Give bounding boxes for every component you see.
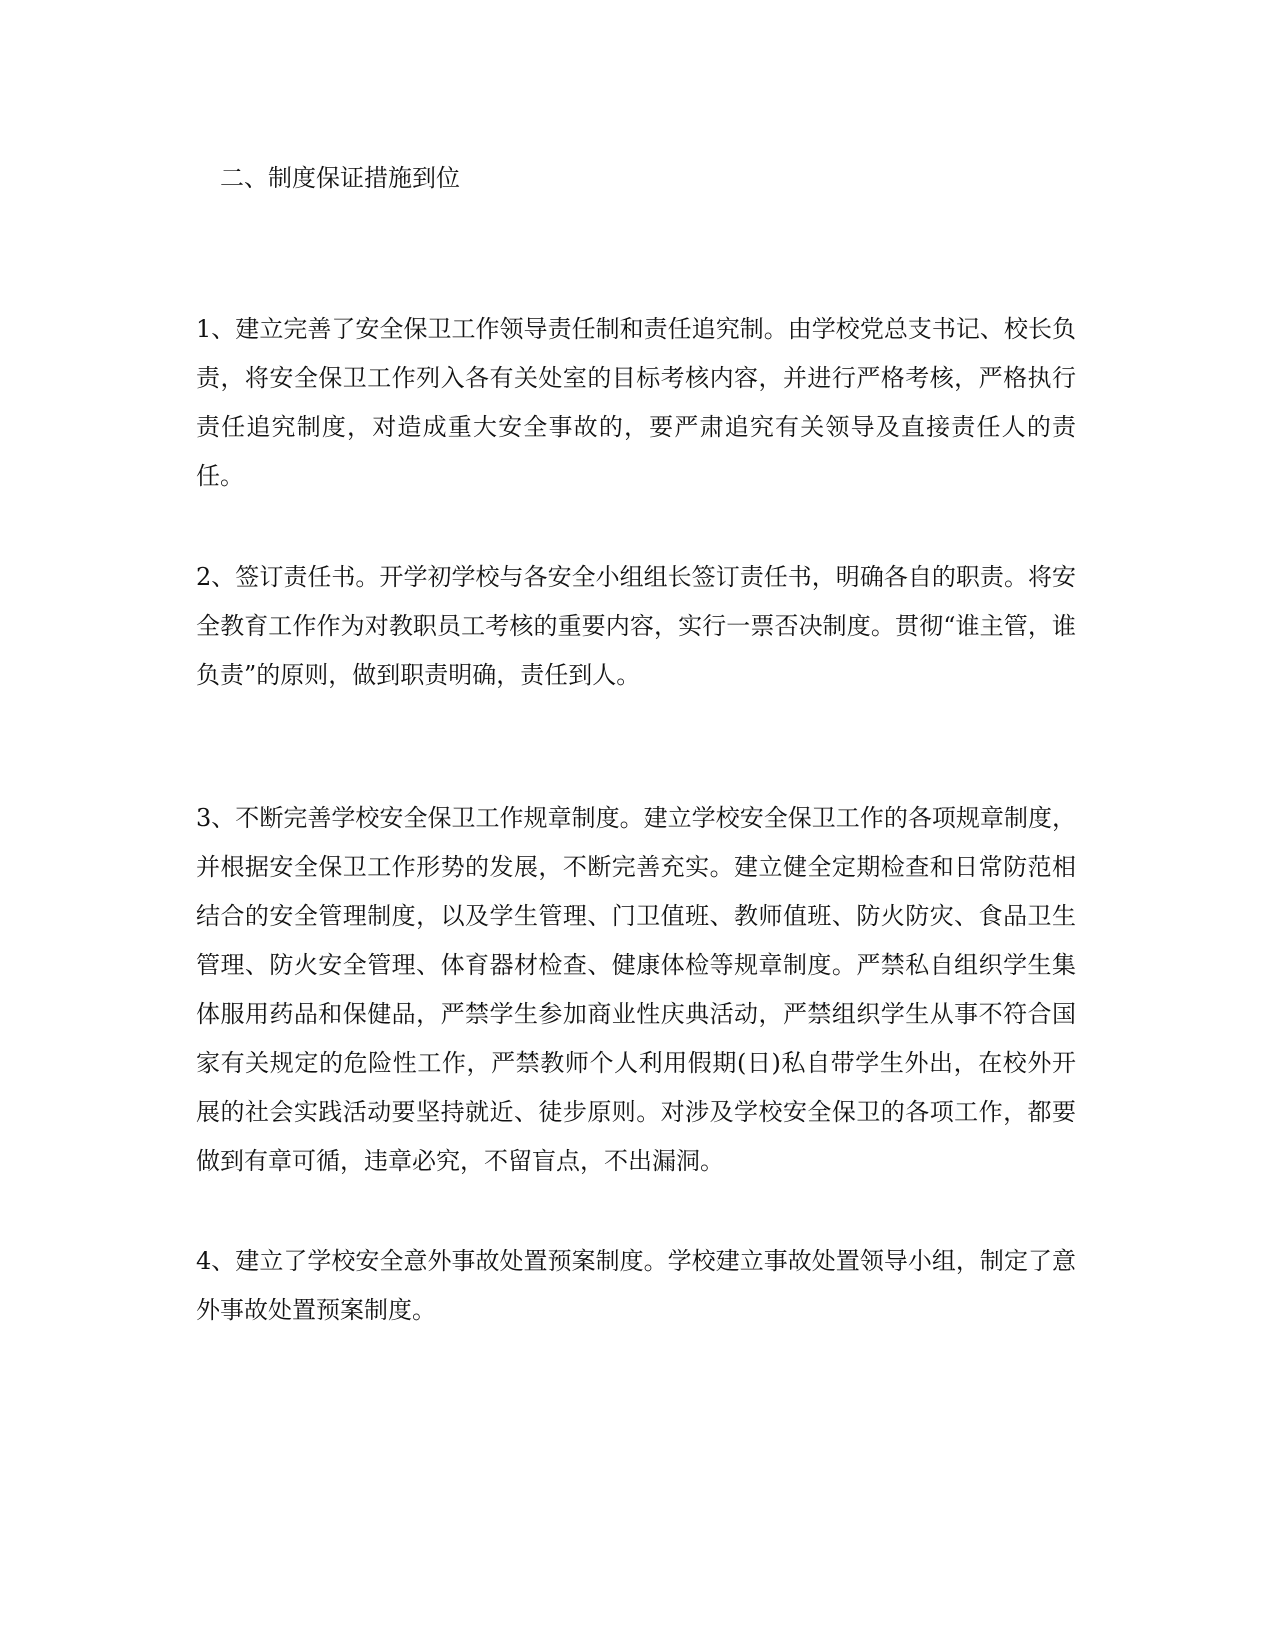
paragraph-1: 1、建立完善了安全保卫工作领导责任制和责任追究制。由学校党总支书记、校长负责，将安全保卫工作列入各有关处室的目标考核内容，并进行严格考核，严格执行责任追究制度，对造成重大安全事故的，要严肃追究有关领导及直接责任人的责任。 <box>196 315 1076 490</box>
section-heading: 二、制度保证措施到位 <box>220 164 460 192</box>
paragraph-2: 2、签订责任书。开学初学校与各安全小组组长签订责任书，明确各自的职责。将安全教育工作作为对教职员工考核的重要内容，实行一票否决制度。贯彻“谁主管，谁负责”的原则，做到职责明确，责任到人。 <box>196 563 1076 689</box>
paragraph-4: 4、建立了学校安全意外事故处置预案制度。学校建立事故处置领导小组，制定了意外事故处置预案制度。 <box>196 1247 1076 1324</box>
paragraph-3: 3、不断完善学校安全保卫工作规章制度。建立学校安全保卫工作的各项规章制度，并根据安全保卫工作形势的发展，不断完善充实。建立健全定期检查和日常防范相结合的安全管理制度，以及学生管理、门卫值班、教师值班、防火防灾、食品卫生管理、防火安全管理、体育器材检查、健康体检等规章制度。严禁私自组织学生集体服用药品和保健品，严禁学生参加商业性庆典活动，严禁组织学生从事不符合国家有关规定的危险性工作，严禁教师个人利用假期(日)私自带学生外出，在校外开展的社会实践活动要坚持就近、徒步原则。对涉及学校安全保卫的各项工作，都要做到有章可循，违章必究，不留盲点，不出漏洞。 <box>196 804 1076 1175</box>
